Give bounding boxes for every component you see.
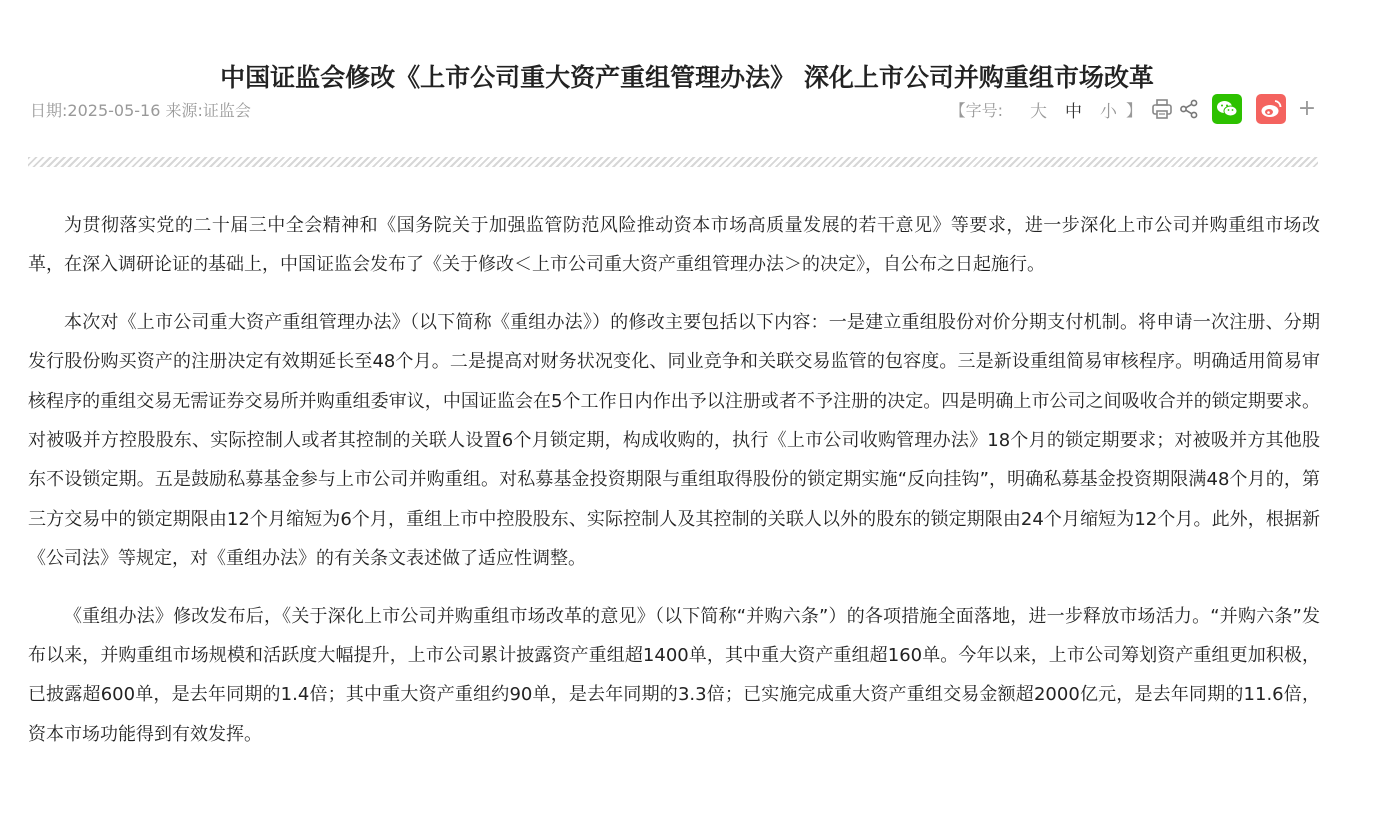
- article-paragraph-1: 为贯彻落实党的二十届三中全会精神和《国务院关于加强监管防范风险推动资本市场高质量发展的若干意见》等要求，进一步深化上市公司并购重组市场改革，在深入调研论证的基础上，中国证监会发布了《关于修改＜上市公司重大资产重组管理办法＞的决定》，自公布之日起施行。: [28, 215, 1320, 276]
- article-toolbar: [950, 94, 1318, 124]
- meta-row: [30, 94, 1318, 124]
- article-paragraph-3: 《重组办法》修改发布后，《关于深化上市公司并购重组市场改革的意见》（以下简称“并购六条”）的各项措施全面落地，进一步释放市场活力。“并购六条”发布以来，并购重组市场规模和活跃度大幅提升，上市公司累计披露资产重组超1400单，其中重大资产重组超160单。今年以来，上市公司筹划资产重组更加积极，已披露超600单，是去年同期的1.4倍；其中重大资产重组约90单，是去年同期的3.3倍；已实施完成重大资产重组交易金额超2000亿元，是去年同期的11.6倍，资本市场功能得到有效发挥。: [28, 605, 1320, 745]
- article-meta: [30, 98, 251, 121]
- font-size-label: 【字号:: [949, 100, 1003, 120]
- date-label: 日期:: [30, 100, 68, 120]
- font-size-large-button[interactable]: 大: [1029, 101, 1047, 122]
- font-size-bracket: 】: [1125, 100, 1142, 120]
- article-title: 中国证监会修改《上市公司重大资产重组管理办法》 深化上市公司并购重组市场改革: [220, 63, 1154, 92]
- divider: [28, 157, 1318, 167]
- source-name: 证监会: [202, 100, 251, 120]
- wechat-icon[interactable]: [1212, 94, 1242, 124]
- source-label: 来源:: [165, 100, 203, 120]
- article-paragraph-2: 本次对《上市公司重大资产重组管理办法》（以下简称《重组办法》）的修改主要包括以下内容：一是建立重组股份对价分期支付机制。将申请一次注册、分期发行股份购买资产的注册决定有效期延长至48个月。二是提高对财务状况变化、同业竞争和关联交易监管的包容度。三是新设重组简易审核程序。明确适用简易审核程序的重组交易无需证券交易所并购重组委审议，中国证监会在5个工作日内作出予以注册或者不予注册的决定。四是明确上市公司之间吸收合并的锁定期要求。对被吸并方控股股东、实际控制人或者其控制的关联人设置6个月锁定期，构成收购的，执行《上市公司收购管理办法》18个月的锁定期要求；对被吸并方其他股东不设锁定期。五是鼓励私募基金参与上市公司并购重组。对私募基金投资期限与重组取得股份的锁定期实施“反向挂钩”，明确私募基金投资期限满48个月的，第三方交易中的锁定期限由12个月缩短为6个月，重组上市中控股股东、实际控制人及其控制的关联人以外的股东的锁定期限由24个月缩短为12个月。此外，根据新《公司法》等规定，对《重组办法》的有关条文表述做了适应性调整。: [28, 311, 1320, 570]
- weibo-icon[interactable]: [1256, 94, 1286, 124]
- publish-date: 2025-05-16: [67, 100, 161, 120]
- plus-icon[interactable]: +: [1297, 96, 1317, 121]
- article-body: [28, 206, 1320, 772]
- print-icon[interactable]: [1150, 97, 1174, 121]
- font-size-small-button[interactable]: 小: [1099, 101, 1117, 122]
- share-icon[interactable]: [1178, 98, 1200, 120]
- font-size-medium-button[interactable]: 中: [1064, 101, 1082, 122]
